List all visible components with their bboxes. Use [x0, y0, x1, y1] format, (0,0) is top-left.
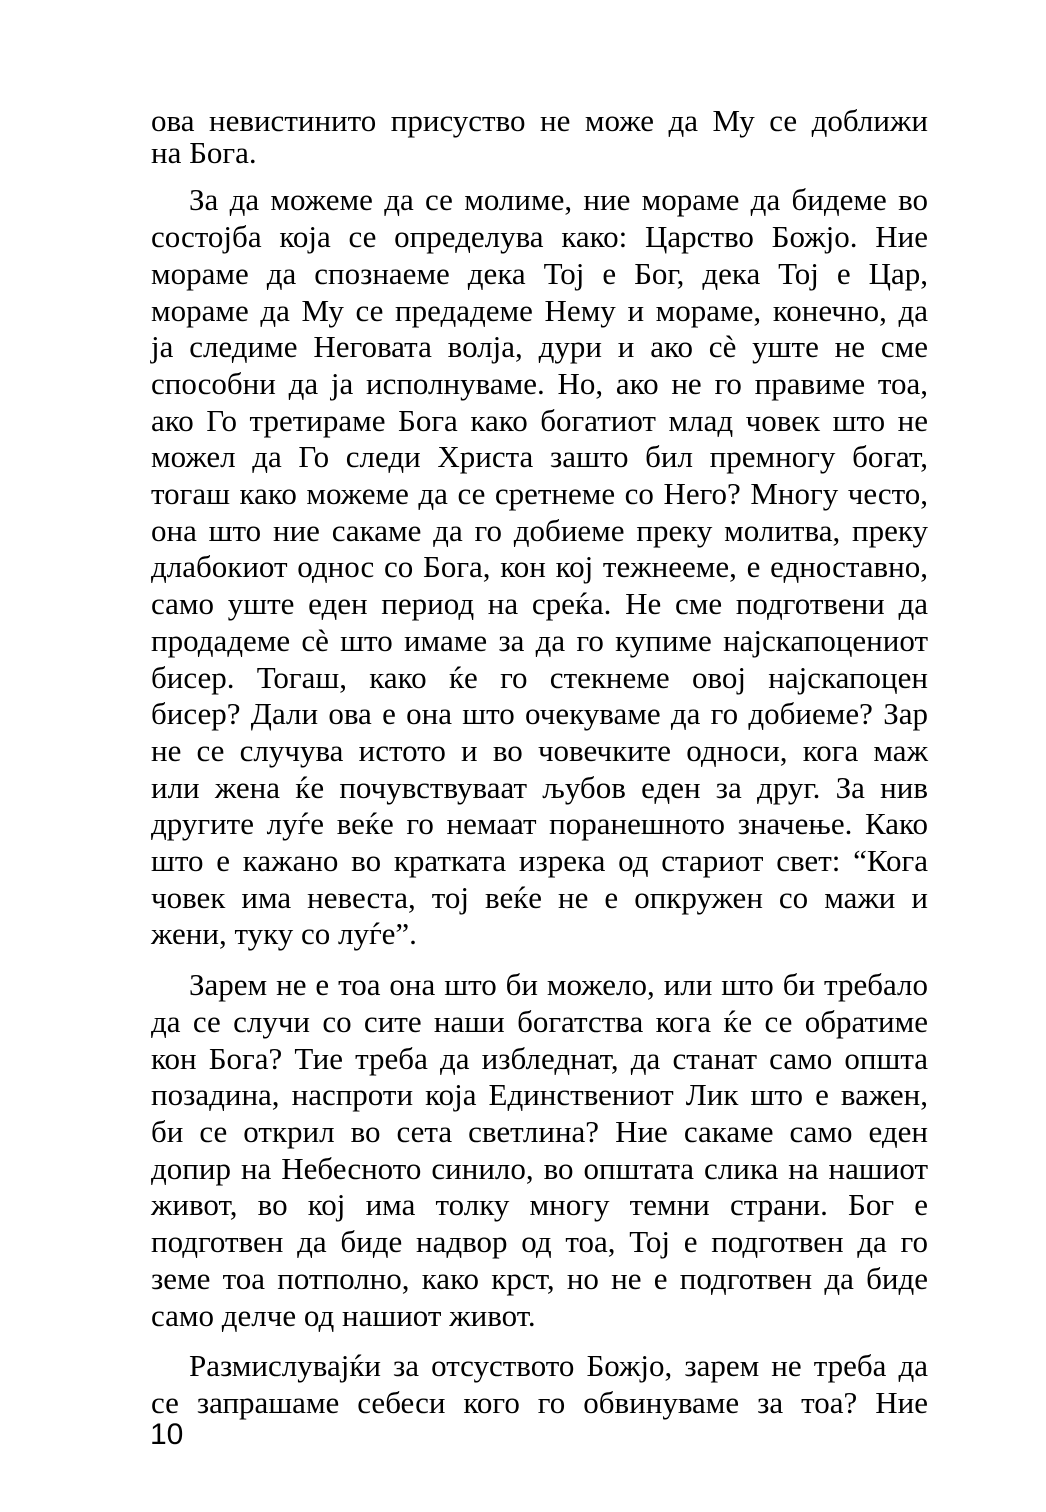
text-line: продадеме сè што имаме за да го купиме најскапоцениот — [151, 622, 928, 658]
text-line: да се случи со сите наши богатства кога ќе се обратиме — [151, 1003, 928, 1039]
text-line: се запрашаме себеси кого го обвинуваме за тоа? Ние — [151, 1384, 928, 1420]
text-line: состојба која се определува како: Царство Божјо. Ние — [151, 219, 928, 255]
text-line: не се случува истото и во човечките односи, кога маж — [151, 732, 928, 768]
text-line: на Бога. — [151, 134, 257, 170]
text-line: ја следиме Неговата волја, дури и ако сè уште не сме — [151, 329, 928, 365]
text-line: подготвен да биде надвор од тоа, Тој е подготвен да го — [151, 1224, 928, 1260]
text-line: другите луѓе веќе го немаат поранешното значење. Како — [151, 806, 928, 842]
text-line: ова невистинито присуство не може да Му се доближи — [151, 103, 928, 138]
text-line: бисер. Тогаш, како ќе го стекнеме овој најскапоцен — [151, 659, 928, 695]
text-line: способни да ја исполнуваме. Но, ако не го правиме тоа, — [151, 365, 928, 401]
text-line: допир на Небесното синило, во општата слика на нашиот — [151, 1150, 928, 1186]
text-line: што е кажано во кратката изрека од стариот свет: “Кога — [151, 843, 928, 879]
text-line: тогаш како можеме да се сретнеме со Него? Многу често, — [151, 476, 928, 512]
text-line: би се открил во сета светлина? Ние сакаме само еден — [151, 1113, 928, 1149]
text-line: жени, туку со луѓе”. — [151, 916, 417, 952]
text-line: длабокиот однос со Бога, кон кој тежнееме, е едноставно, — [151, 549, 928, 585]
paragraph — [151, 967, 928, 1334]
text-line: само делче од нашиот живот. — [151, 1297, 536, 1333]
page-number: 10 — [150, 1418, 184, 1451]
text-line: кон Бога? Тие треба да избледнат, да станат само општа — [151, 1040, 928, 1076]
paragraph — [151, 105, 928, 168]
text-line: Размислувајќи за отсуството Божјо, зарем не треба да — [189, 1348, 928, 1384]
text-line: позадина, наспроти која Единствениот Лик што е важен, — [151, 1077, 928, 1113]
text-line: она што ние сакаме да го добиеме преку молитва, преку — [151, 512, 928, 548]
text-line: човек има невеста, тој веќе не е опкружен со мажи и — [151, 879, 928, 915]
text-line: За да можеме да се молиме, ние мораме да бидеме во — [189, 182, 928, 218]
text-line: само уште еден период на среќа. Не сме подготвени да — [151, 586, 928, 622]
text-line: или жена ќе почувствуваат љубов еден за друг. За нив — [151, 769, 928, 805]
text-column — [151, 105, 928, 1422]
text-line: Зарем не е тоа она што би можело, или што би требало — [189, 967, 928, 1003]
text-line: земе тоа потполно, како крст, но не е подготвен да биде — [151, 1260, 928, 1296]
paragraph — [151, 1348, 928, 1421]
text-line: мораме да Му се предадеме Нему и мораме, конечно, да — [151, 292, 928, 328]
text-line: можел да Го следи Христа зашто бил премногу богат, — [151, 439, 928, 475]
text-line: мораме да спознаеме дека Тој е Бог, дека Тој е Цар, — [151, 255, 928, 291]
text-line: бисер? Дали ова е она што очекуваме да го добиеме? Зар — [151, 696, 928, 732]
text-line: живот, во кој има толку многу темни страни. Бог е — [151, 1187, 928, 1223]
paragraph — [151, 182, 928, 953]
text-line: ако Го третираме Бога како богатиот млад човек што не — [151, 402, 928, 438]
